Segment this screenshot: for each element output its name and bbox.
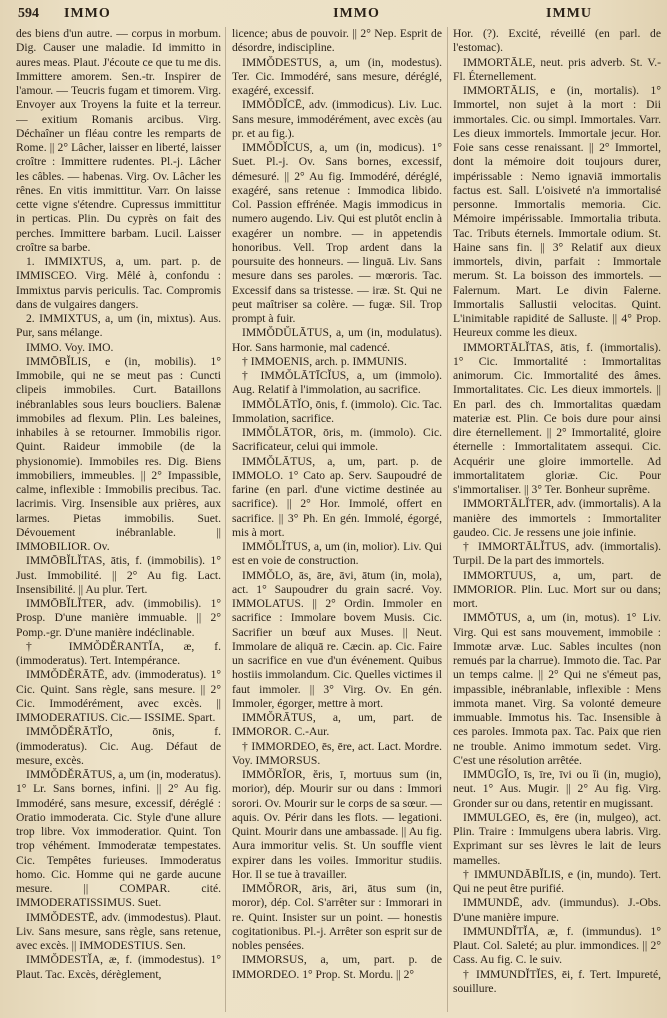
dictionary-entry: IMMŌTUS, a, um (in, motus). 1° Liv. Virg. Qui est sans mouvement, immobile : Immotæ arvæ. Luc. Sables incultes (non remués par la charrue). Immoto die. Tac. Par un temps calme. || 2° Qui ne s'émeut pas, impassible, inébranlable, inflexible : Mens immota manet. Virg. Sa volonté demeure immuable. Immotus his. Tac. Insensible à ces paroles. Immota pax. Tac. Paix que rien ne trouble. Animo immotum sedet. Virg. C'est une résolution arrêtée.	[453, 611, 661, 767]
dictionary-entry: IMMŌBĬLĬTER, adv. (immobilis). 1° Prosp. D'une manière immuable. || 2° Pomp.-gr. D'une manière indéclinable.	[16, 597, 221, 639]
dictionary-entry: † IMMORTĀLĬTUS, adv. (immortalis). Turpil. De la part des immortels.	[453, 540, 661, 568]
dictionary-entry: IMMORSUS, a, um, part. p. de IMMORDEO. 1° Prop. St. Mordu. || 2°	[232, 953, 442, 981]
dictionary-entry: IMMUNDĒ, adv. (immundus). J.-Obs. D'une manière impure.	[453, 896, 661, 924]
running-header	[18, 6, 659, 26]
center-guide-word: IMMO	[333, 6, 380, 21]
dictionary-entry: IMMULGEO, ēs, ēre (in, mulgeo), act. Plin. Traire : Immulgens ubera labris. Virg. Exprimant sur ses lèvres le lait de leurs mamelles.	[453, 810, 661, 867]
dictionary-entry: 1. IMMIXTUS, a, um. part. p. de IMMISCEO. Virg. Mêlé à, confondu : Immixtus parvis periculis. Tac. Compromis dans de vulgaires dangers.	[16, 255, 221, 311]
dictionary-entry: des biens d'un autre. — corpus in morbum. Dig. Causer une maladie. Id immitto in aures meas. Plaut. J'écoute ce que tu me dis. Immittere amorem. Sen.-tr. Inspirer de l'amour. — Teucris fugam et timorem. Virg. Envoyer aux Troyens la fuite et la terreur. — exitium Romanis arcibus. Virg. Déchaîner un fléau contre les remparts de Rome. || 2° Lâcher, laisser en liberté, laisser croître : Immittere rudentes. Pl.-j. Lâcher les câbles. — habenas. Virg. Ov. Lâcher les rênes. En vitis immittitur. Varr. On laisse cette vigne s'étendre. Cupressus immittitur in perticas. Plin. Du cyprès on fait des perches. Immittere barbam. Lucil. Laisser croître sa barbe.	[16, 27, 221, 254]
dictionary-entry: † IMMUNDĀBĬLIS, e (in, mundo). Tert. Qui ne peut être purifié.	[453, 867, 661, 895]
column-right	[453, 27, 661, 1012]
dictionary-entry: IMMŎDESTĒ, adv. (immodestus). Plaut. Liv. Sans mesure, sans règle, sans retenue, avec excès. || IMMODESTIUS. Sen.	[16, 910, 221, 952]
dictionary-entry: IMMŎDESTUS, a, um (in, modestus). Ter. Cic. Immodéré, sans mesure, déréglé, exagéré, excessif.	[232, 55, 442, 97]
dictionary-entry: IMMŎDĔRĀTUS, a, um (in, moderatus). 1° Lr. Sans bornes, infini. || 2° Au fig. Immodéré, sans mesure, excessif, déréglé : Oratio immoderata. Cic. Style d'une allure trop libre. Vox immoderatior. Quint. Ton trop véhément. Immoderatæ tempestates. Cic. Tempêtes furieuses. Immoderatus homo. Cic. Homme qui ne garde aucune mesure. || COMPAR. cité. IMMODERATISSIMUS. Suet.	[16, 768, 221, 910]
dictionary-entry: IMMORTĀLIS, e (in, mortalis). 1° Immortel, non sujet à la mort : Dii immortales. Cic. ou simpl. Immortales. Varr. Les dieux immortels. Immortale jecur. Hor. Foie sans cesse renaissant. || 2° Immortel, dont la mémoire doit toujours durer, impérissable : Nemo ignaviā immortalis factus est. Sall. L'oisiveté n'a immortalisé personne. Immortalis memoria. Cic. Mémoire impérissable. Immortalia tributa. Tac. Tributs éternels. Immortale odium. St. Haine sans fin. || 3° Relatif aux dieux immortels, divin, parfait : Immortale merum. St. La boisson des immortels. — Falernum. Mart. Le divin Falerne. Immortalis Sallustii velocitas. Quint. L'inimitable rapidité de Salluste. || 4° Prop. Heureux comme les dieux.	[453, 84, 661, 340]
dictionary-entry: IMMŎRĬOR, ĕris, ī, mortuus sum (in, morior), dép. Mourir sur ou dans : Immori sorori. Ov. Mourir sur le corps de sa sœur. — aquis. Ov. Périr dans les flots. — legationi. Quint. Mourir dans une ambassade. || Au fig. Aura immoritur velis. St. Un souffle vient expirer dans les voiles. Immoritur studiis. Hor. Il se tue à travailler.	[232, 768, 442, 881]
left-guide-word: IMMO	[64, 6, 111, 21]
dictionary-entry: IMMORTUUS, a, um, part. de IMMORIOR. Plin. Luc. Mort sur ou dans; mort.	[453, 568, 661, 610]
dictionary-entry: IMMŎDĬCĒ, adv. (immodicus). Liv. Luc. Sans mesure, immodérément, avec excès (au pr. et au fig.).	[232, 98, 442, 140]
dictionary-entry: IMMŪGĬO, īs, īre, īvi ou ĭi (in, mugio), neut. 1° Aus. Mugir. || 2° Au fig. Virg. Gronder sur ou dans, retentir en mugissant.	[453, 768, 661, 810]
dictionary-entry: IMMORTĀLE, neut. pris adverb. St. V.-Fl. Éternellement.	[453, 55, 661, 83]
dictionary-entry: Hor. (?). Excité, réveillé (en parl. de l'estomac).	[453, 27, 661, 55]
dictionary-entry: 2. IMMIXTUS, a, um (in, mixtus). Aus. Pur, sans mélange.	[16, 312, 221, 340]
column-left	[16, 27, 221, 1012]
dictionary-entry: IMMŎDĬCUS, a, um (in, modicus). 1° Suet. Pl.-j. Ov. Sans bornes, excessif, démesuré. || 2° Au fig. Immodéré, déréglé, exagéré, sans retenue : Immodica libido. Col. Passion effrénée. Magis immodicus in numero augendo. Liv. Qui est plutôt enclin à exagérer un nombre. — in appetendis honoribus. Vell. Trop ardent dans la poursuite des honneurs. — linguā. Liv. Sans mesure dans ses paroles. — mœroris. Tac. Excessif dans sa tristesse. — iræ. St. Qui ne peut maîtriser sa colère. — fugæ. Sil. Trop prompt à fuir.	[232, 141, 442, 325]
dictionary-entry: † IMMŎLĀTĪCĬUS, a, um (immolo). Aug. Relatif à l'immolation, au sacrifice.	[232, 369, 442, 397]
page-number: 594	[18, 6, 39, 21]
dictionary-entry: IMMŎDESTĬA, æ, f. (immodestus). 1° Plaut. Tac. Excès, dérèglement,	[16, 953, 221, 981]
dictionary-entry: IMMORTĀLĬTAS, ātis, f. (immortalis). 1° Cic. Immortalité : Immortalitas animorum. Cic. Immortalité des âmes. Immortalitates. Cic. Les dieux immortels. || En parl. des ch. Immortalitas quædam materiæ est. Plin. Ce bois dure pour ainsi dire éternellement. || 2° Immortalité, gloire éternelle : Immortalitatem assequi. Cic. Acquérir une gloire immortelle. Ad immortalitatem gloriæ. Cic. Pour s'immortaliser. || 3° Ter. Bonheur suprême.	[453, 340, 661, 496]
dictionary-entry: IMMŎDŬLĀTUS, a, um (in, modulatus). Hor. Sans harmonie, mal cadencé.	[232, 326, 442, 354]
dictionary-entry: IMMŎDĔRĀTĒ, adv. (immoderatus). 1° Cic. Quint. Sans règle, sans mesure. || 2° Cic. Immodérément, avec excès. || IMMODERATIUS. Cic.— ISSIME. Spart.	[16, 668, 221, 724]
column-divider	[447, 27, 448, 1012]
dictionary-entry: † IMMORDEO, ēs, ēre, act. Lact. Mordre. Voy. IMMORSUS.	[232, 739, 442, 767]
dictionary-entry: IMMUNDĬTĬA, æ, f. (immundus). 1° Plaut. Col. Saleté; au plur. immondices. || 2° Cass. Au fig. C. le suiv.	[453, 924, 661, 967]
dictionary-entry: IMMŎLĀTĬO, ōnis, f. (immolo). Cic. Tac. Immolation, sacrifice.	[232, 397, 442, 425]
dictionary-entry: IMMŎROR, āris, āri, ātus sum (in, moror), dép. Col. S'arrêter sur : Immorari in re. Quint. Insister sur un point. — honestis cogitationibus. Pl.-j. Arrêter son esprit sur de nobles pensées.	[232, 882, 442, 952]
right-guide-word: IMMU	[546, 6, 592, 21]
dictionary-entry: IMMORTĀLĬTER, adv. (immortalis). A la manière des immortels : Immortaliter gaudeo. Cic. Je ressens une joie infinie.	[453, 497, 661, 539]
dictionary-entry: † IMMUNDĬTĬES, ēi, f. Tert. Impureté, souillure.	[453, 967, 661, 995]
dictionary-entry: IMMŎLĀTUS, a, um, part. p. de IMMOLO. 1° Cato ap. Serv. Saupoudré de farine (en parl. d'une victime destinée au sacrifice). || 2° Hor. Immolé, offert en sacrifice. || 3° Ph. En gén. Immolé, égorgé, mis à mort.	[232, 454, 442, 539]
dictionary-entry: IMMŎLĀTOR, ōris, m. (immolo). Cic. Sacrificateur, celui qui immole.	[232, 426, 442, 454]
dictionary-entry: IMMŌBĬLIS, e (in, mobilis). 1° Immobile, qui ne se meut pas : Cuncti clipeis immobiles. Curt. Bataillons inébranlables sous leurs boucliers. Balenæ immobiles ad flexum. Plin. Les baleines, inhabiles à se retourner. Immobilis rigor. Quint. Raideur immobile (de la physionomie). Immobiles res. Dig. Biens immobiliers, immeubles. || 2° Impassible, calme, inflexible : Immobilis precibus. Tac. lacrimis. Virg. Insensible aux prières, aux larmes. Pietas immobilis. Suet. Dévouement inébranlable. || IMMOBILIOR. Ov.	[16, 354, 221, 553]
column-divider	[225, 27, 226, 1012]
column-middle	[232, 27, 442, 1012]
dictionary-entry: licence; abus de pouvoir. || 2° Nep. Esprit de désordre, indiscipline.	[232, 27, 442, 55]
dictionary-entry: † IMMŎDĔRANTĬA, æ, f. (immoderatus). Tert. Intempérance.	[16, 639, 221, 667]
dictionary-entry: IMMŎRĀTUS, a, um, part. de IMMOROR. C.-Aur.	[232, 711, 442, 739]
dictionary-entry: † IMMOENIS, arch. p. IMMUNIS.	[242, 354, 407, 368]
dictionary-entry: IMMO. Voy. IMO.	[26, 340, 114, 354]
dictionary-entry: IMMŎLĬTUS, a, um (in, molior). Liv. Qui est en voie de construction.	[232, 540, 442, 568]
dictionary-entry: IMMŌBĬLĬTAS, ātis, f. (immobilis). 1° Just. Immobilité. || 2° Au fig. Lact. Insensibilité. || Au plur. Tert.	[16, 554, 221, 596]
dictionary-entry: IMMŎLO, ās, āre, āvi, ātum (in, mola), act. 1° Saupoudrer du grain sacré. Voy. IMMOLATUS. || 2° Ordin. Immoler en sacrifice : Immolare bovem Musis. Cic. Sacrifier un bœuf aux Muses. || Neut. Immolare de aliquā re. Cæcin. ap. Cic. Faire un sacrifice en vue d'un événement. Quibus hostiis immolandum. Cic. Quelles victimes il faut immoler. || 3° Virg. Ov. En gén. Immoler, égorger, mettre à mort.	[232, 568, 442, 710]
dictionary-entry: IMMŎDĔRĀTĬO, ōnis, f. (immoderatus). Cic. Aug. Défaut de mesure, excès.	[16, 725, 221, 767]
